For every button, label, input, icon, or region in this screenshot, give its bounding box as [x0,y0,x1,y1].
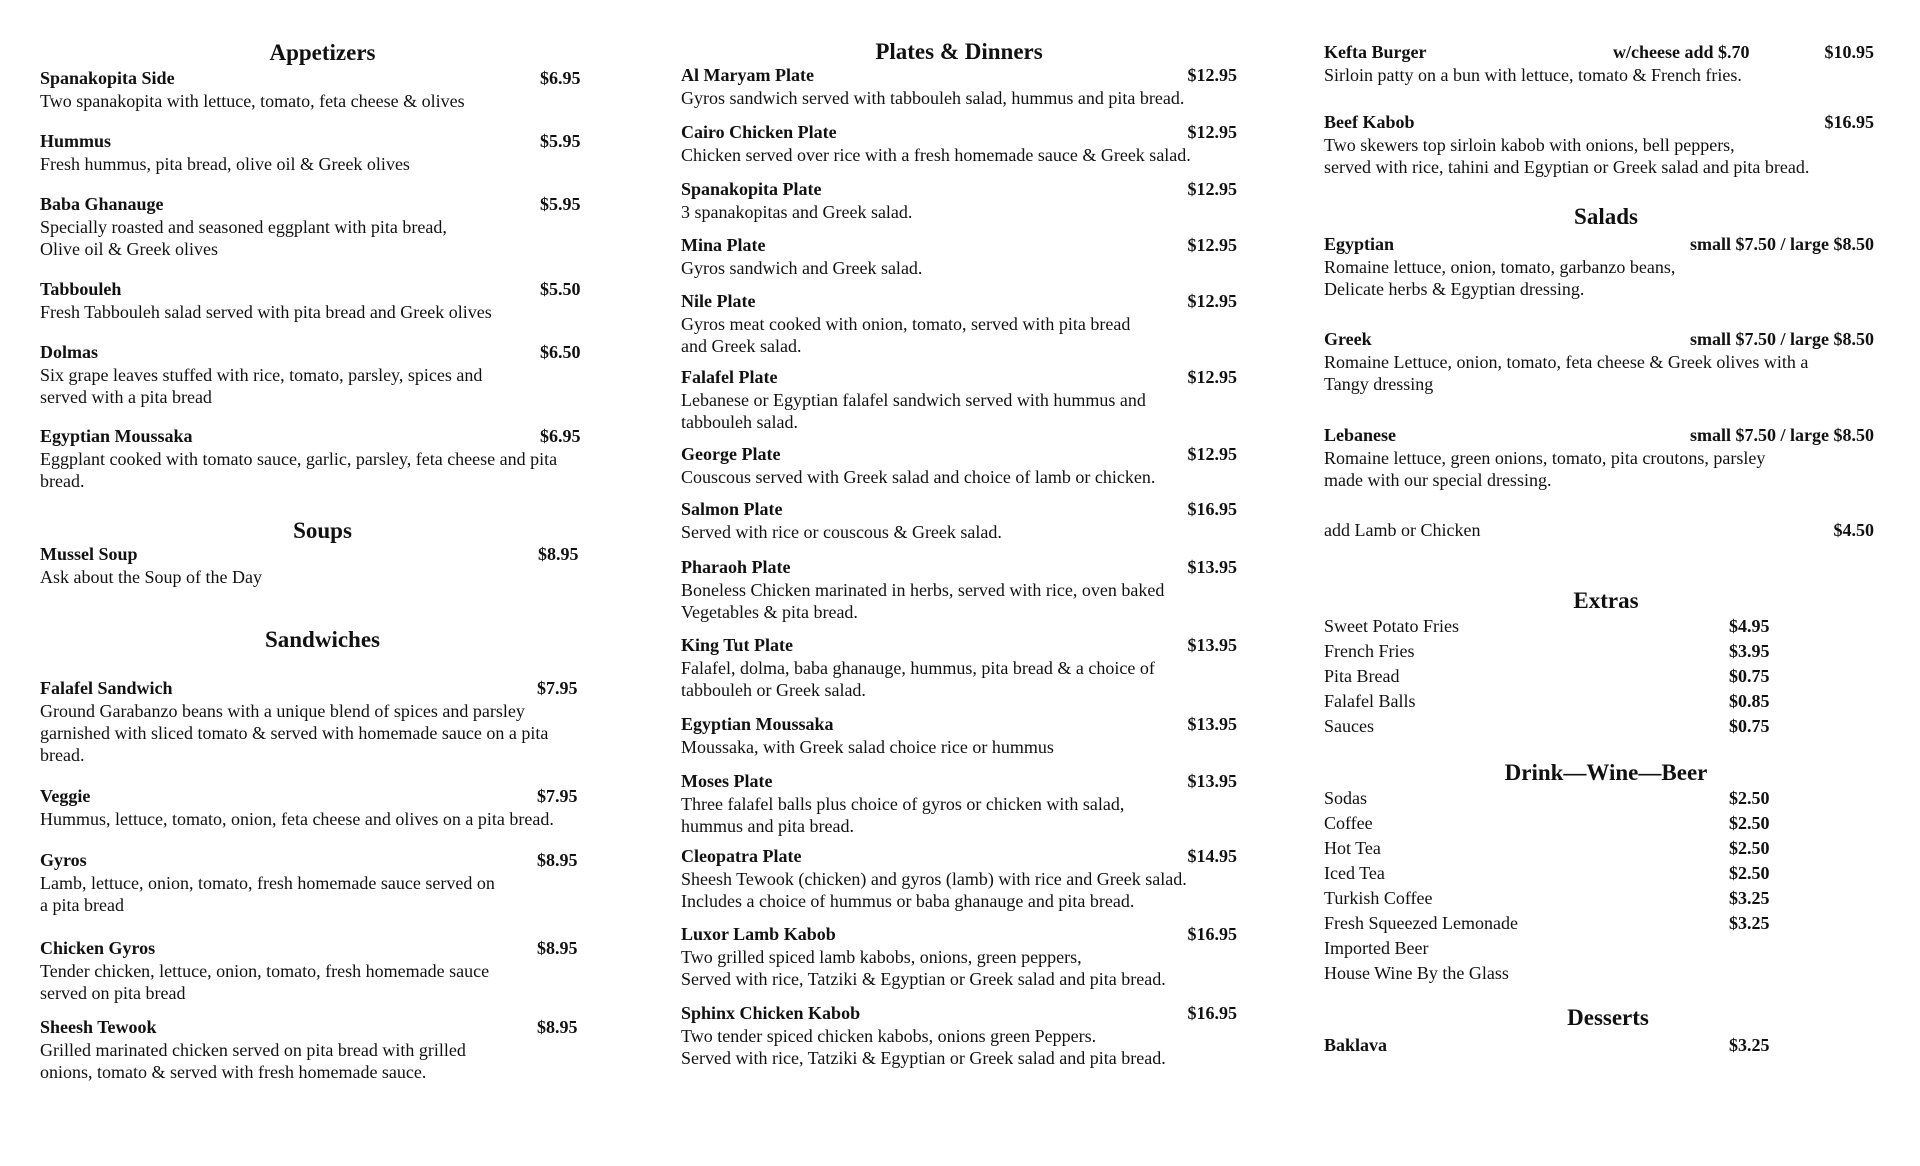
menu-item-name: Tabbouleh [40,279,122,299]
menu-item-description: Two spanakopita with lettuce, tomato, feta cheese & olives [40,91,465,111]
menu-item-name: Chicken Gyros [40,938,156,958]
menu-item-falafel-sandwich [40,677,595,766]
menu-item-price: small $7.50 / large $8.50 [1690,425,1874,445]
section-heading-plates: Plates & Dinners [875,39,1043,64]
menu-item-dolmas [40,341,595,408]
menu-item-price: $3.25 [1729,913,1770,933]
section-heading-extras: Extras [1573,588,1639,613]
menu-item-header [681,923,1237,946]
menu-item-name: Lebanese [1324,425,1396,445]
menu-item-falafel-plate [681,366,1237,433]
menu-item-name: Turkish Coffee [1324,888,1433,908]
section-heading-drinks: Drink—Wine—Beer [1504,760,1708,785]
menu-item-price: $12.95 [1187,179,1237,199]
menu-item-name: Cleopatra Plate [681,846,802,866]
menu-item-description: Boneless Chicken marinated in herbs, served with rice, oven baked [681,580,1165,600]
menu-item-cairo-chicken-plate [681,121,1237,166]
menu-item-tabbouleh [40,278,595,323]
menu-item-chicken-gyros [40,937,595,1004]
section-heading-salads: Salads [1574,204,1638,229]
menu-item-lebanese [1324,424,1874,491]
menu-item-price: $12.95 [1187,291,1237,311]
menu-item-name: Cairo Chicken Plate [681,122,837,142]
menu-item-price: $2.50 [1729,863,1770,883]
menu-item-description: tabbouleh salad. [681,412,798,432]
menu-item-description: Moussaka, with Greek salad choice rice or hummus [681,737,1054,757]
menu-item-description: served with rice, tahini and Egyptian or Greek salad and pita bread. [1324,157,1810,177]
menu-item-price: small $7.50 / large $8.50 [1690,329,1874,349]
menu-item-price: $16.95 [1187,1003,1237,1023]
menu-item-header [681,443,1237,466]
menu-item-nile-plate [681,290,1237,357]
menu-item-description: made with our special dressing. [1324,470,1552,490]
menu-item-price: $8.95 [537,1017,578,1037]
menu-item-name: Hummus [40,131,112,151]
menu-item-baba-ghanauge [40,193,595,260]
menu-item-price: $0.85 [1729,691,1770,711]
menu-item-house-wine-by-the-glass [1324,962,1874,985]
menu-item-pita-bread [1324,665,1874,688]
section-heading-sandwiches: Sandwiches [264,627,381,652]
menu-item-description: Romaine lettuce, green onions, tomato, pita croutons, parsley [1324,448,1766,468]
menu-item-baklava [1324,1034,1874,1057]
menu-item-description: Lamb, lettuce, onion, tomato, fresh homemade sauce served on [40,873,495,893]
menu-item-king-tut-plate [681,634,1237,701]
menu-item-name: Mina Plate [681,235,766,255]
menu-item-description: a pita bread [40,895,124,915]
salad-addon-row [1324,519,1874,542]
menu-item-header [40,425,595,448]
menu-item-header [681,713,1237,736]
menu-item-description: Eggplant cooked with tomato sauce, garlic, parsley, feta cheese and pita [40,449,558,469]
menu-item-description: Gyros sandwich served with tabbouleh salad, hummus and pita bread. [681,88,1185,108]
menu-item-price: $16.95 [1824,112,1874,132]
menu-item-price: $13.95 [1187,771,1237,791]
menu-item-sweet-potato-fries [1324,615,1874,638]
menu-item-name: George Plate [681,444,781,464]
menu-item-egyptian-moussaka [681,713,1237,758]
menu-item-name: House Wine By the Glass [1324,963,1509,983]
menu-item-mina-plate [681,234,1237,279]
menu-item-header [40,785,595,808]
menu-item-name: Salmon Plate [681,499,783,519]
menu-item-price: $0.75 [1729,666,1770,686]
menu-item-header [40,193,595,216]
menu-item-spanakopita-side [40,67,595,112]
menu-item-header [1324,41,1874,64]
menu-item-header [681,634,1237,657]
menu-item-header [40,849,595,872]
menu-item-name: Kefta Burger [1324,42,1427,62]
menu-item-description: Ground Garabanzo beans with a unique blend of spices and parsley [40,701,525,721]
menu-item-description: onions, tomato & served with fresh homemade sauce. [40,1062,427,1082]
menu-item-price: $8.95 [537,850,578,870]
menu-item-sphinx-chicken-kabob [681,1002,1237,1069]
menu-item-price: $7.95 [537,678,578,698]
menu-item-price: $12.95 [1187,235,1237,255]
menu-item-fresh-squeezed-lemonade [1324,912,1874,935]
menu-item-header [40,341,595,364]
menu-item-price: $7.95 [537,786,578,806]
menu-item-egyptian-moussaka [40,425,595,492]
menu-item-name: Luxor Lamb Kabob [681,924,836,944]
menu-item-price: $3.25 [1729,1035,1770,1055]
menu-item-sauces [1324,715,1874,738]
menu-item-description: Couscous served with Greek salad and choice of lamb or chicken. [681,467,1156,487]
menu-item-price: $13.95 [1187,557,1237,577]
menu-item-sheesh-tewook [40,1016,595,1083]
menu-item-description: Served with rice, Tatziki & Egyptian or Greek salad and pita bread. [681,1048,1166,1068]
menu-item-price: $6.95 [540,68,581,88]
menu-item-name: French Fries [1324,641,1415,661]
menu-item-header [1324,424,1874,447]
menu-item-description: tabbouleh or Greek salad. [681,680,866,700]
menu-item-name: Sweet Potato Fries [1324,616,1459,636]
menu-item-price: $3.25 [1729,888,1770,908]
section-heading-appetizers: Appetizers [269,40,376,65]
menu-item-price: $12.95 [1187,444,1237,464]
menu-item-header [681,290,1237,313]
menu-item-description: Falafel, dolma, baba ghanauge, hummus, pita bread & a choice of [681,658,1155,678]
section-heading-desserts: Desserts [1567,1005,1649,1030]
menu-item-description: Hummus, lettuce, tomato, onion, feta cheese and olives on a pita bread. [40,809,554,829]
menu-item-al-maryam-plate [681,64,1237,109]
menu-item-description: Two skewers top sirloin kabob with onions, bell peppers, [1324,135,1735,155]
menu-item-description: Gyros sandwich and Greek salad. [681,258,923,278]
menu-item-price: $5.50 [540,279,581,299]
menu-item-name: Falafel Sandwich [40,678,173,698]
menu-item-beef-kabob [1324,111,1874,178]
menu-item-header [681,770,1237,793]
menu-item-george-plate [681,443,1237,488]
menu-item-note: w/cheese add $.70 [1613,42,1750,62]
menu-item-description: 3 spanakopitas and Greek salad. [681,202,913,222]
menu-item-name: Sodas [1324,788,1368,808]
menu-item-price: $14.95 [1187,846,1237,866]
menu-item-price: $16.95 [1187,499,1237,519]
menu-item-imported-beer [1324,937,1874,960]
menu-item-description: bread. [40,745,85,765]
menu-item-header [681,121,1237,144]
menu-item-description: garnished with sliced tomato & served with homemade sauce on a pita [40,723,549,743]
menu-item-name: Spanakopita Plate [681,179,822,199]
menu-item-description: Fresh Tabbouleh salad served with pita bread and Greek olives [40,302,492,322]
menu-item-price: $12.95 [1187,122,1237,142]
menu-item-description: Romaine Lettuce, onion, tomato, feta cheese & Greek olives with a [1324,352,1809,372]
menu-item-header [1324,111,1874,134]
menu-item-description: Two grilled spiced lamb kabobs, onions, green peppers, [681,947,1082,967]
menu-item-name: Sauces [1324,716,1374,736]
menu-item-description: Tender chicken, lettuce, onion, tomato, fresh homemade sauce [40,961,490,981]
menu-item-name: Gyros [40,850,87,870]
menu-item-price: $4.95 [1729,616,1770,636]
menu-item-header [681,1002,1237,1025]
menu-item-luxor-lamb-kabob [681,923,1237,990]
menu-item-header [681,845,1237,868]
menu-item-header [681,234,1237,257]
menu-item-name: Pita Bread [1324,666,1400,686]
menu-item-description: and Greek salad. [681,336,802,356]
menu-item-description: Sheesh Tewook (chicken) and gyros (lamb) with rice and Greek salad. [681,869,1187,889]
menu-item-description: served with a pita bread [40,387,212,407]
menu-item-description: Romaine lettuce, onion, tomato, garbanzo beans, [1324,257,1676,277]
menu-item-name: Pharaoh Plate [681,557,791,577]
menu-item-description: Grilled marinated chicken served on pita bread with grilled [40,1040,466,1060]
menu-item-price: small $7.50 / large $8.50 [1690,234,1874,254]
menu-item-description: served on pita bread [40,983,186,1003]
menu-item-description: Tangy dressing [1324,374,1434,394]
menu-item-coffee [1324,812,1874,835]
menu-item-name: Baba Ghanauge [40,194,164,214]
salad-addon-price: $4.50 [1833,520,1874,540]
menu-item-name: King Tut Plate [681,635,794,655]
menu-item-price: $12.95 [1187,367,1237,387]
menu-item-turkish-coffee [1324,887,1874,910]
menu-item-french-fries [1324,640,1874,663]
menu-item-price: $12.95 [1187,65,1237,85]
section-heading-soups: Soups [293,518,352,543]
menu-item-header [40,1016,595,1039]
menu-item-header [1324,233,1874,256]
menu-item-price: $10.95 [1824,42,1874,62]
menu-item-name: Nile Plate [681,291,756,311]
menu-item-description: Vegetables & pita bread. [681,602,858,622]
menu-item-header [40,677,595,700]
menu-item-name: Sphinx Chicken Kabob [681,1003,861,1023]
menu-item-description: Fresh hummus, pita bread, olive oil & Greek olives [40,154,410,174]
menu-item-name: Beef Kabob [1324,112,1415,132]
menu-item-header [1324,328,1874,351]
menu-item-header [40,67,595,90]
menu-item-description: Specially roasted and seasoned eggplant with pita bread, [40,217,447,237]
menu-item-spanakopita-plate [681,178,1237,223]
menu-item-name: Mussel Soup [40,544,138,564]
menu-item-price: $8.95 [537,938,578,958]
menu-item-name: Dolmas [40,342,98,362]
menu-item-gyros [40,849,595,916]
menu-item-description: Delicate herbs & Egyptian dressing. [1324,279,1585,299]
menu-item-header [40,278,595,301]
menu-item-hot-tea [1324,837,1874,860]
menu-item-hummus [40,130,595,175]
menu-item-price: $0.75 [1729,716,1770,736]
menu-item-price: $5.95 [540,194,581,214]
menu-item-description: Lebanese or Egyptian falafel sandwich served with hummus and [681,390,1146,410]
menu-item-description: Gyros meat cooked with onion, tomato, served with pita bread [681,314,1131,334]
salad-addon-name: add Lamb or Chicken [1324,520,1481,540]
menu-item-name: Hot Tea [1324,838,1381,858]
menu-item-description: Served with rice or couscous & Greek salad. [681,522,1002,542]
menu-item-pharaoh-plate [681,556,1237,623]
menu-item-price: $6.50 [540,342,581,362]
menu-item-description: hummus and pita bread. [681,816,854,836]
menu-item-price: $13.95 [1187,714,1237,734]
menu-item-cleopatra-plate [681,845,1237,912]
menu-item-name: Spanakopita Side [40,68,175,88]
menu-item-greek [1324,328,1874,395]
menu-item-description: Sirloin patty on a bun with lettuce, tomato & French fries. [1324,65,1742,85]
menu-item-price: $8.95 [538,544,579,564]
menu-item-name: Falafel Plate [681,367,778,387]
menu-item-name: Coffee [1324,813,1373,833]
menu-item-mussel-soup [40,543,595,588]
menu-item-veggie [40,785,595,830]
menu-item-moses-plate [681,770,1237,837]
menu-item-header [681,64,1237,87]
menu-item-salmon-plate [681,498,1237,543]
menu-item-header [681,178,1237,201]
menu-item-description: Includes a choice of hummus or baba ghanauge and pita bread. [681,891,1135,911]
menu-item-kefta-burger [1324,41,1874,86]
menu-item-header [681,366,1237,389]
menu-item-description: Olive oil & Greek olives [40,239,218,259]
menu-item-name: Falafel Balls [1324,691,1416,711]
menu-item-description: Three falafel balls plus choice of gyros or chicken with salad, [681,794,1125,814]
menu-item-price: $5.95 [540,131,581,151]
menu-item-header [40,543,595,566]
menu-item-price: $16.95 [1187,924,1237,944]
menu-item-description: bread. [40,471,85,491]
menu-item-name: Imported Beer [1324,938,1429,958]
menu-item-name: Iced Tea [1324,863,1385,883]
menu-item-name: Sheesh Tewook [40,1017,157,1037]
menu-item-header [681,556,1237,579]
menu-item-header [681,498,1237,521]
menu-item-name: Egyptian [1324,234,1395,254]
menu-item-description: Chicken served over rice with a fresh homemade sauce & Greek salad. [681,145,1191,165]
menu-item-description: Served with rice, Tatziki & Egyptian or Greek salad and pita bread. [681,969,1166,989]
menu-item-price: $2.50 [1729,838,1770,858]
menu-item-name: Al Maryam Plate [681,65,814,85]
menu-item-price: $2.50 [1729,788,1770,808]
menu-item-description: Two tender spiced chicken kabobs, onions green Peppers. [681,1026,1097,1046]
menu-item-name: Moses Plate [681,771,773,791]
menu-item-name: Baklava [1324,1035,1388,1055]
menu-item-header [40,937,595,960]
menu-item-sodas [1324,787,1874,810]
menu-item-name: Fresh Squeezed Lemonade [1324,913,1518,933]
menu-item-description: Six grape leaves stuffed with rice, tomato, parsley, spices and [40,365,483,385]
menu-item-name: Veggie [40,786,91,806]
menu-item-price: $13.95 [1187,635,1237,655]
menu-item-egyptian [1324,233,1874,300]
menu-item-name: Greek [1324,329,1372,349]
menu-item-falafel-balls [1324,690,1874,713]
menu-item-header [40,130,595,153]
menu-item-name: Egyptian Moussaka [681,714,834,734]
menu-item-name: Egyptian Moussaka [40,426,193,446]
menu-item-price: $3.95 [1729,641,1770,661]
menu-item-price: $2.50 [1729,813,1770,833]
menu-item-description: Ask about the Soup of the Day [40,567,262,587]
menu-item-price: $6.95 [540,426,581,446]
menu-item-iced-tea [1324,862,1874,885]
